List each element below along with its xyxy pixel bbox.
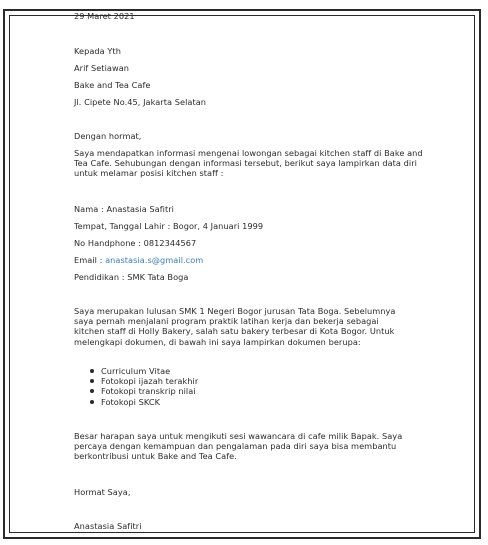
recipient-name: Arif Setiawan [74,63,130,73]
recipient-company: Bake and Tea Cafe [74,80,151,90]
letter-closing: Hormat Saya, [74,487,131,497]
attachment-item: Curriculum Vitae [74,366,374,376]
closing-paragraph: Besar harapan saya untuk mengikuti sesi wawancara di cafe milik Bapak. Saya percaya dengan kemampuan dan pengalaman pada diri saya bisa membantu berkontribusi untuk Bake and Tea Cafe. [74,431,403,462]
letter-greeting: Dengan hormat, [74,131,142,141]
personal-phone [74,238,196,248]
phone-label: No Handphone : [74,238,144,248]
attachment-item: Fotokopi SKCK [74,397,374,407]
name-label: Nama : [74,204,107,214]
recipient-salutation: Kepada Yth [74,46,121,56]
name-value: Anastasia Safitri [106,204,174,214]
recipient-address: Jl. Cipete No.45, Jakarta Selatan [74,97,207,107]
attachment-list [74,366,374,407]
birth-label: Tempat, Tanggal Lahir : [74,221,173,231]
phone-value: 0812344567 [143,238,197,248]
personal-education [74,272,188,282]
personal-birth [74,221,263,231]
signature-name: Anastasia Safitri [74,521,142,531]
birth-value: Bogor, 4 Januari 1999 [172,221,264,231]
email-link[interactable]: anastasia.s@gmail.com [105,255,204,265]
education-label: Pendidikan : [74,272,128,282]
education-value: SMK Tata Boga [127,272,189,282]
email-label: Email : [74,255,106,265]
personal-name [74,204,174,214]
letter-date: 29 Maret 2021 [74,11,135,21]
body-paragraph: Saya merupakan lulusan SMK 1 Negeri Bogor jurusan Tata Boga. Sebelumnya saya pernah menjalani program praktik latihan kerja dan bekerja sebagai kitchen staff di Holly Bakery, salah satu bakery terbesar di Kota Bogor. Untuk melengkapi dokumen, di bawah ini saya lampirkan dokumen berupa: [74,306,396,347]
attachment-item: Fotokopi ijazah terakhir [74,376,374,386]
intro-paragraph: Saya mendapatkan informasi mengenai lowongan sebagai kitchen staff di Bake and Tea Cafe. Sehubungan dengan informasi tersebut, berikut saya lampirkan data diri untuk melamar posisi kitchen staff : [74,148,423,179]
attachment-item: Fotokopi transkrip nilai [74,386,374,396]
personal-email [74,255,203,265]
